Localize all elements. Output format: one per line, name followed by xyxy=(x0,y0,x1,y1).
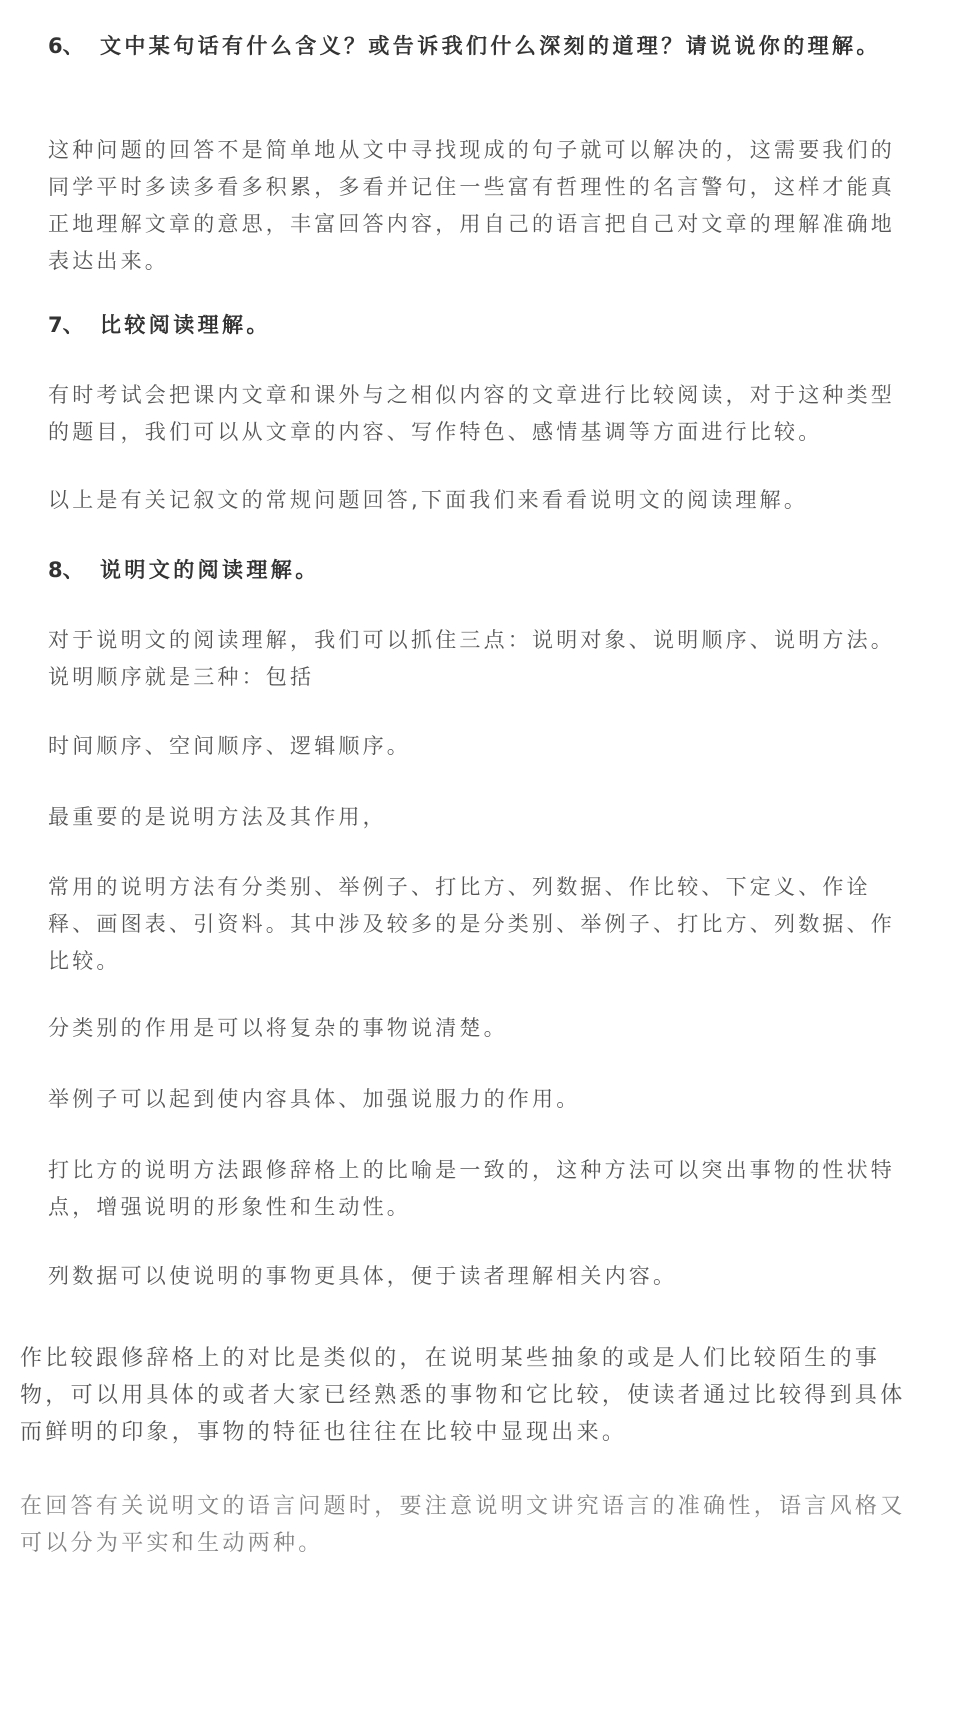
section-8-paragraph-6: 举例子可以起到使内容具体、加强说服力的作用。 xyxy=(48,1087,581,1111)
section-6-heading xyxy=(48,28,908,65)
section-title: 说明文的阅读理解。 xyxy=(100,558,320,582)
section-8-paragraph-1: 对于说明文的阅读理解，我们可以抓住三点：说明对象、说明顺序、说明方法。说明顺序就是三种：包括 xyxy=(48,628,895,689)
section-title: 比较阅读理解。 xyxy=(100,313,271,337)
section-number: 6、 xyxy=(48,34,84,58)
section-6-paragraph-1: 这种问题的回答不是简单地从文中寻找现成的句子就可以解决的，这需要我们的同学平时多读多看多积累，多看并记住一些富有哲理性的名言警句，这样才能真正地理解文章的意思，丰富回答内容，用自己的语言把自己对文章的理解准确地表达出来。 xyxy=(48,138,895,273)
section-number: 8、 xyxy=(48,558,84,582)
section-number: 7、 xyxy=(48,313,84,337)
section-7-paragraph-1: 有时考试会把课内文章和课外与之相似内容的文章进行比较阅读，对于这种类型的题目，我们可以从文章的内容、写作特色、感情基调等方面进行比较。 xyxy=(48,383,895,444)
section-8-paragraph-10: 在回答有关说明文的语言问题时，要注意说明文讲究语言的准确性，语言风格又可以分为平实和生动两种。 xyxy=(20,1494,906,1556)
section-8-heading xyxy=(48,552,908,589)
section-8-paragraph-2: 时间顺序、空间顺序、逻辑顺序。 xyxy=(48,734,411,758)
section-8-paragraph-3: 最重要的是说明方法及其作用， xyxy=(48,805,387,829)
section-8-paragraph-9: 作比较跟修辞格上的对比是类似的，在说明某些抽象的或是人们比较陌生的事物，可以用具体的或者大家已经熟悉的事物和它比较，使读者通过比较得到具体而鲜明的印象，事物的特征也往往在比较中显现出来。 xyxy=(20,1346,906,1445)
section-8-paragraph-5: 分类别的作用是可以将复杂的事物说清楚。 xyxy=(48,1016,508,1040)
section-8-paragraph-8: 列数据可以使说明的事物更具体，便于读者理解相关内容。 xyxy=(48,1264,678,1288)
section-8-paragraph-4: 常用的说明方法有分类别、举例子、打比方、列数据、作比较、下定义、作诠释、画图表、引资料。其中涉及较多的是分类别、举例子、打比方、列数据、作比较。 xyxy=(48,875,895,973)
section-7-heading xyxy=(48,307,908,344)
section-7-paragraph-2: 以上是有关记叙文的常规问题回答,下面我们来看看说明文的阅读理解。 xyxy=(48,488,809,512)
section-title: 文中某句话有什么含义？或告诉我们什么深刻的道理？请说说你的理解。 xyxy=(100,34,881,58)
section-8-paragraph-7: 打比方的说明方法跟修辞格上的比喻是一致的，这种方法可以突出事物的性状特点，增强说明的形象性和生动性。 xyxy=(48,1158,895,1219)
